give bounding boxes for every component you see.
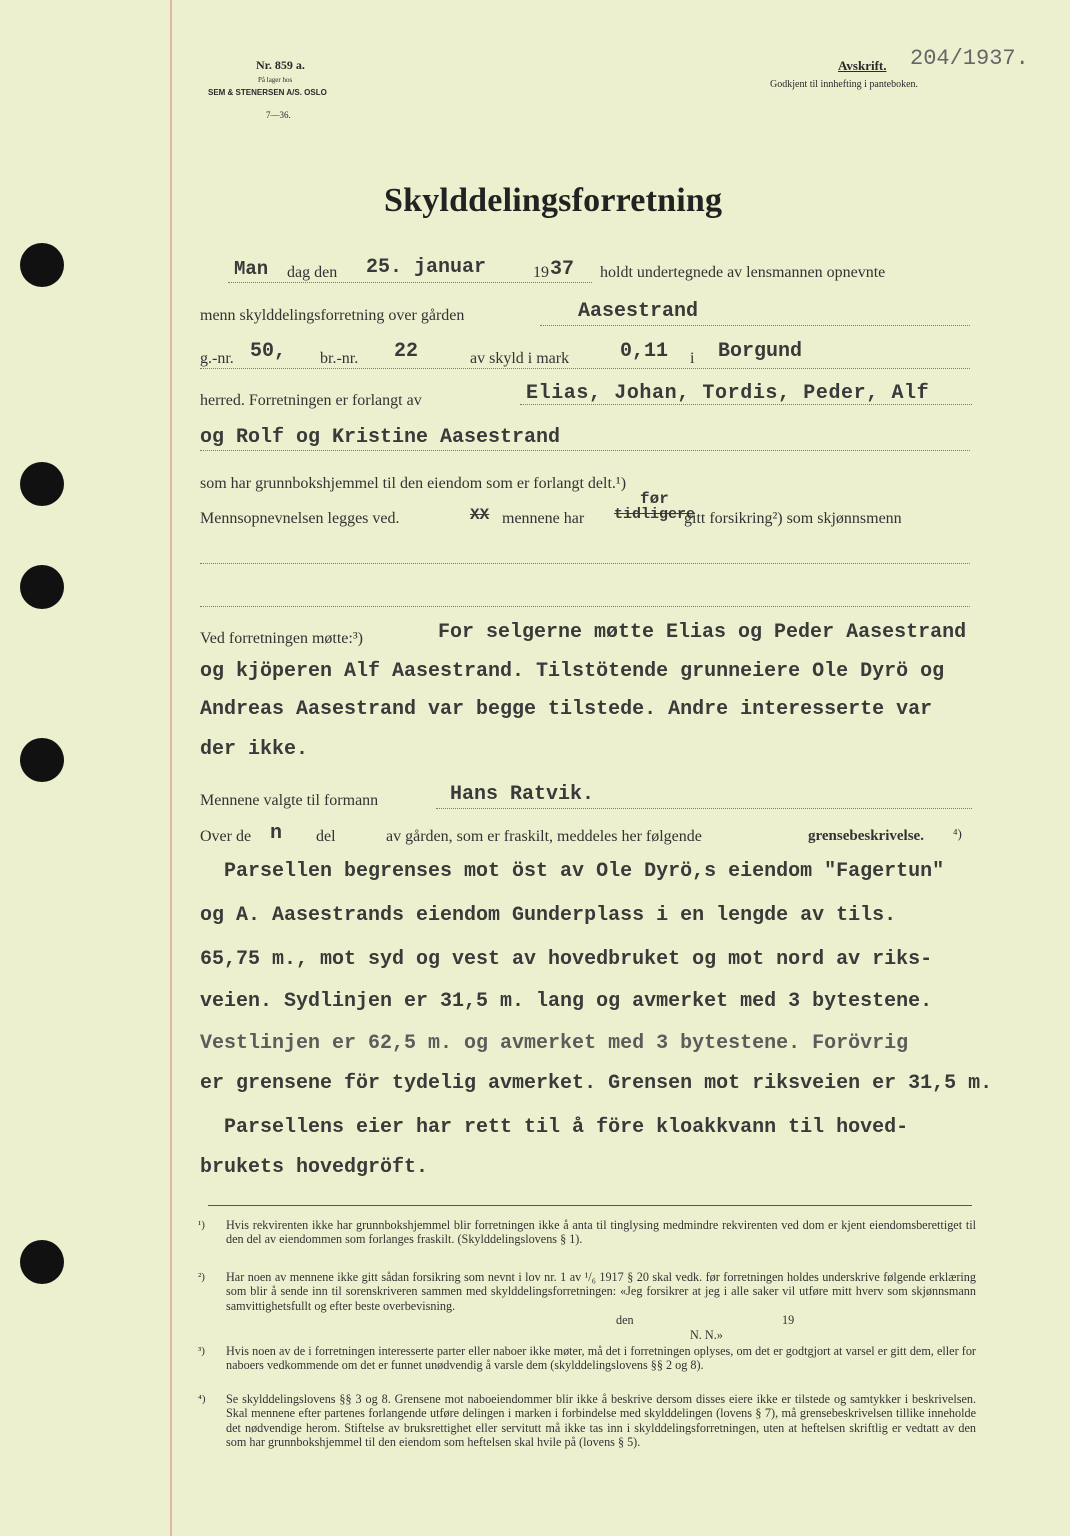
- over-label-c: av gården, som er fraskilt, meddeles her følgende: [386, 828, 702, 845]
- boundary-line: er grensene för tydelig avmerket. Grensen mot riksveien er 31,5 m.: [200, 1072, 993, 1095]
- line7-struck2: tidligere: [614, 506, 696, 523]
- line7-b: mennene har: [502, 510, 585, 527]
- line7-a: Mennsopnevnelsen legges ved.: [200, 510, 400, 527]
- skyld-value: 0,11: [620, 340, 669, 363]
- attendance-label: Ved forretningen møtte:³): [200, 630, 363, 647]
- dotted-rule: [200, 368, 970, 369]
- attendance-line: For selgerne møtte Elias og Peder Aasestrand: [438, 621, 967, 644]
- register-number: 204/1937.: [910, 46, 1029, 71]
- publisher-name: SEM & STENERSEN A/S. OSLO: [208, 88, 327, 97]
- footnote-text: Se skylddelingslovens §§ 3 og 8. Grensene mot naboeiendommer blir ikke å beskrive dersom disses eiere ikke er tilstede og samtykker i beskrivelsen. Skal mennene efter partenes forlangende utføre delingen i marken i forbindelse med skylddelingen (lovens § 7), må grensebeskrivelsen tillike inneholde det nødvendige herom. Stiftelse av bruksrettighet eller servitutt må ikke tas inn i skylddelingsforretningen, uten at heftelsen skriftlig er vedtatt av den som har grunnbokshjemmel til den eiendom som heftelsen skal hvile på (lovens § 5).: [226, 1392, 976, 1450]
- binder-hole: [20, 1240, 64, 1284]
- boundary-line: Parsellen begrenses mot öst av Ole Dyrö,s eiendom "Fagertun": [200, 860, 945, 883]
- line7-struck1: XX: [470, 506, 490, 524]
- boundary-line: brukets hovedgröft.: [200, 1156, 429, 1179]
- line1-prefix: dag den: [287, 264, 338, 281]
- gnr-label: g.-nr.: [200, 350, 234, 367]
- binder-hole: [20, 738, 64, 782]
- footnote-number: ⁴): [198, 1393, 206, 1405]
- line4-prefix: herred. Forretningen er forlangt av: [200, 392, 422, 409]
- print-date: 7—36.: [266, 110, 291, 120]
- farm-name: Aasestrand: [578, 300, 699, 323]
- boundary-line: veien. Sydlinjen er 31,5 m. lang og avmerket med 3 bytestene.: [200, 990, 933, 1013]
- chairman-name: Hans Ratvik.: [450, 783, 595, 806]
- approval-note: Godkjent til innhefting i panteboken.: [770, 79, 919, 90]
- footnote-number: ²): [198, 1271, 205, 1283]
- gnr-value: 50,: [250, 340, 287, 363]
- line7-c: gitt forsikring²) som skjønnsmenn: [684, 510, 902, 527]
- over-typed: n: [270, 822, 283, 845]
- meeting-date: 25. januar: [366, 256, 487, 279]
- copy-label: Avskrift.: [838, 58, 887, 73]
- dotted-rule: [436, 808, 972, 809]
- bnr-value: 22: [394, 340, 419, 363]
- dotted-rule: [520, 404, 972, 405]
- over-label-a: Over de: [200, 828, 252, 845]
- municipality: Borgund: [718, 340, 803, 363]
- line2-prefix: menn skylddelingsforretning over gården: [200, 307, 465, 324]
- year-printed: 19: [533, 264, 549, 281]
- footnote-number: ¹): [198, 1219, 205, 1231]
- binder-hole: [20, 462, 64, 506]
- dotted-rule: [540, 325, 970, 326]
- footnote-divider: [208, 1205, 972, 1206]
- boundary-line: og A. Aasestrands eiendom Gunderplass i en lengde av tils.: [200, 904, 897, 927]
- document-title: Skylddelingsforretning: [384, 182, 723, 219]
- skyld-label: av skyld i mark: [470, 350, 570, 367]
- line6: som har grunnbokshjemmel til den eiendom som er forlangt delt.¹): [200, 475, 627, 492]
- boundary-line: Parsellens eier har rett til å före kloakkvann til hoved-: [200, 1116, 909, 1139]
- footnote-text: Hvis rekvirenten ikke har grunnbokshjemmel blir forretningen ikke å anta til tinglysing medmindre rekvirenten ved dom er kjent eiendomsberettiget til den del av eiendommen som forlanges fraskilt. (Skylddelingslovens § 1).: [226, 1218, 976, 1247]
- in-label: i: [690, 350, 695, 367]
- boundary-line: Vestlinjen er 62,5 m. og avmerket med 3 bytestene. Forövrig: [200, 1032, 909, 1055]
- requesters-line2: og Rolf og Kristine Aasestrand: [200, 426, 561, 449]
- dotted-rule: [200, 563, 970, 564]
- form-number: Nr. 859 a.: [256, 58, 305, 72]
- line1-suffix: holdt undertegnede av lensmannen opnevnte: [600, 264, 886, 281]
- attendance-line: der ikke.: [200, 738, 309, 761]
- requesters-line1: Elias, Johan, Tordis, Peder, Alf: [526, 382, 930, 405]
- attendance-line: og kjöperen Alf Aasestrand. Tilstötende grunneiere Ole Dyrö og: [200, 660, 945, 683]
- day-word: Man: [234, 258, 269, 280]
- footnote-sign-den: den: [616, 1313, 634, 1327]
- over-label-b: del: [316, 828, 336, 845]
- dotted-rule: [200, 606, 970, 607]
- footnote-text: Hvis noen av de i forretningen interesserte parter eller naboer ikke møter, må det i forretningen oplyses, om det er godtgjort at varsel er gitt dem, eller for naboers vedkommende om det er funnet unødvendig å varsle dem (skylddelingslovens §§ 2 og 8).: [226, 1344, 976, 1373]
- over-label-sup: ⁴): [953, 826, 962, 841]
- binder-hole: [20, 243, 64, 287]
- boundary-line: 65,75 m., mot syd og vest av hovedbruket og mot nord av riks-: [200, 948, 933, 971]
- binder-hole: [20, 565, 64, 609]
- footnote-sign-nn: N. N.»: [690, 1328, 723, 1342]
- chairman-label: Mennene valgte til formann: [200, 792, 379, 809]
- margin-line: [170, 0, 172, 1536]
- line7-inserted: før: [640, 490, 669, 508]
- bnr-label: br.-nr.: [320, 350, 359, 367]
- attendance-line: Andreas Aasestrand var begge tilstede. Andre interesserte var: [200, 698, 933, 721]
- dotted-rule: [200, 450, 970, 451]
- footnote-sign-year: 19: [782, 1313, 795, 1327]
- over-label-bold: grensebeskrivelse.: [808, 828, 924, 844]
- year-typed: 37: [550, 258, 575, 281]
- footnote-text: Har noen av mennene ikke gitt sådan forsikring som nevnt i lov nr. 1 av ¹/₆ 1917 § 20 skal vedk. før forretningen holdes underskrive følgende erklæring som blir å sende inn til sorenskriveren sammen med skylddelingsforretningen: «Jeg forsikrer at jeg i alle saker vil utføre mitt hverv som skjønnsmann samvittighetsfullt og efter beste overbevisning.: [226, 1270, 976, 1313]
- publisher-line: På lager hos: [258, 76, 293, 84]
- dotted-rule: [228, 282, 592, 283]
- footnote-number: ³): [198, 1345, 205, 1357]
